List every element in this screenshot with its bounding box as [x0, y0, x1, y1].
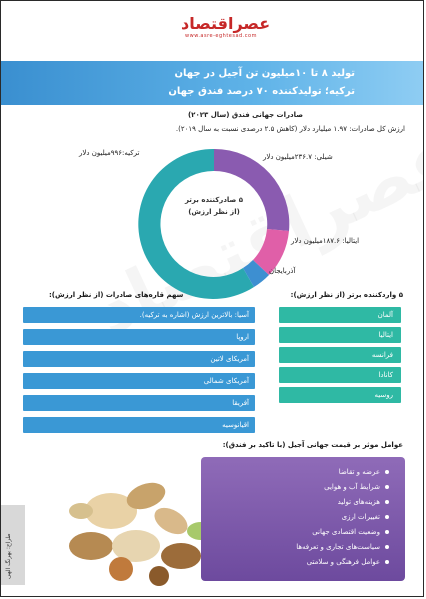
- factor-item: [296, 480, 389, 495]
- importers-list: [279, 307, 401, 407]
- factor-text: سیاست‌های تجاری و تعرفه‌ها: [296, 543, 380, 551]
- bullet-icon: [385, 545, 389, 549]
- designer-credit-tab: [1, 505, 25, 585]
- factor-item: [296, 555, 389, 570]
- share-item: آسیا: بالاترین ارزش (اشاره به ترکیه).: [23, 307, 255, 323]
- logo: [181, 14, 271, 39]
- factors-title: عوامل موثر بر قیمت جهانی آجیل (با تاکید بر فندق):: [222, 441, 403, 449]
- logo-url: www.asre-eghtesad.com: [185, 33, 257, 39]
- importer-item: ایتالیا: [279, 327, 401, 343]
- designer-credit: طراح: بهرنگ الهی: [5, 533, 12, 579]
- label-chile: شیلی: ۲۳۶.۷میلیون دلار: [263, 153, 333, 161]
- shares-title: سهم قاره‌های صادرات (از نظر ارزش):: [49, 291, 184, 299]
- bullet-icon: [385, 560, 389, 564]
- importer-item: فرانسه: [279, 347, 401, 363]
- bullet-icon: [385, 515, 389, 519]
- logo-main: عصراقتصاد: [181, 14, 271, 33]
- share-item: آمریکای لاتین: [23, 351, 255, 367]
- donut-center-line2: (از نظر ارزش): [188, 208, 240, 216]
- donut-center-label: [169, 194, 259, 218]
- factors-list: [296, 465, 389, 570]
- shares-list: [23, 307, 255, 439]
- exports-title: صادرات جهانی فندق (سال ۲۰۲۳): [187, 111, 303, 119]
- factor-text: هزینه‌های تولید: [337, 498, 380, 506]
- factor-text: شرایط آب و هوایی: [324, 483, 380, 491]
- label-italy: ایتالیا: ۱۸۷.۶میلیون دلار: [291, 237, 360, 245]
- bullet-icon: [385, 470, 389, 474]
- importers-title: ۵ واردکننده برتر (از نظر ارزش):: [290, 291, 403, 299]
- share-item: اروپا: [23, 329, 255, 345]
- bullet-icon: [385, 530, 389, 534]
- factor-item: [296, 525, 389, 540]
- label-turkey: ترکیه:۹۹۶میلیون دلار: [79, 149, 140, 157]
- factor-item: [296, 465, 389, 480]
- importer-item: روسیه: [279, 387, 401, 403]
- donut-slice-chile: [214, 149, 289, 231]
- exporters-donut: [129, 139, 299, 309]
- header-title: تولید ۸ تا ۱۰میلیون تن آجیل در جهان: [174, 68, 355, 79]
- factor-text: عوامل فرهنگی و سلامتی: [306, 558, 380, 566]
- header-subtitle: ترکیه؛ تولیدکننده ۷۰ درصد فندق جهان: [168, 86, 355, 97]
- bullet-icon: [385, 485, 389, 489]
- importer-item: کانادا: [279, 367, 401, 383]
- factor-item: [296, 540, 389, 555]
- importer-item: آلمان: [279, 307, 401, 323]
- donut-center-line1: ۵ صادرکننده برتر: [184, 196, 244, 204]
- header-band: [1, 61, 424, 105]
- factor-text: وضعیت اقتصادی جهانی: [312, 528, 380, 536]
- share-item: اقیانوسیه: [23, 417, 255, 433]
- factor-item: [296, 495, 389, 510]
- factor-text: تغییرات ارزی: [341, 513, 380, 521]
- share-item: آفریقا: [23, 395, 255, 411]
- donut-svg: [129, 139, 299, 309]
- factors-box: [201, 457, 405, 581]
- exports-total: ارزش کل صادرات: ۱.۹۷ میلیارد دلار (کاهش ۲.۵ درصدی نسبت به سال ۲۰۱۹).: [175, 125, 405, 133]
- factor-item: [296, 510, 389, 525]
- share-item: آمریکای شمالی: [23, 373, 255, 389]
- label-azerbaijan: آذربایجان: [269, 267, 296, 275]
- bullet-icon: [385, 500, 389, 504]
- factor-text: عرضه و تقاضا: [338, 468, 380, 476]
